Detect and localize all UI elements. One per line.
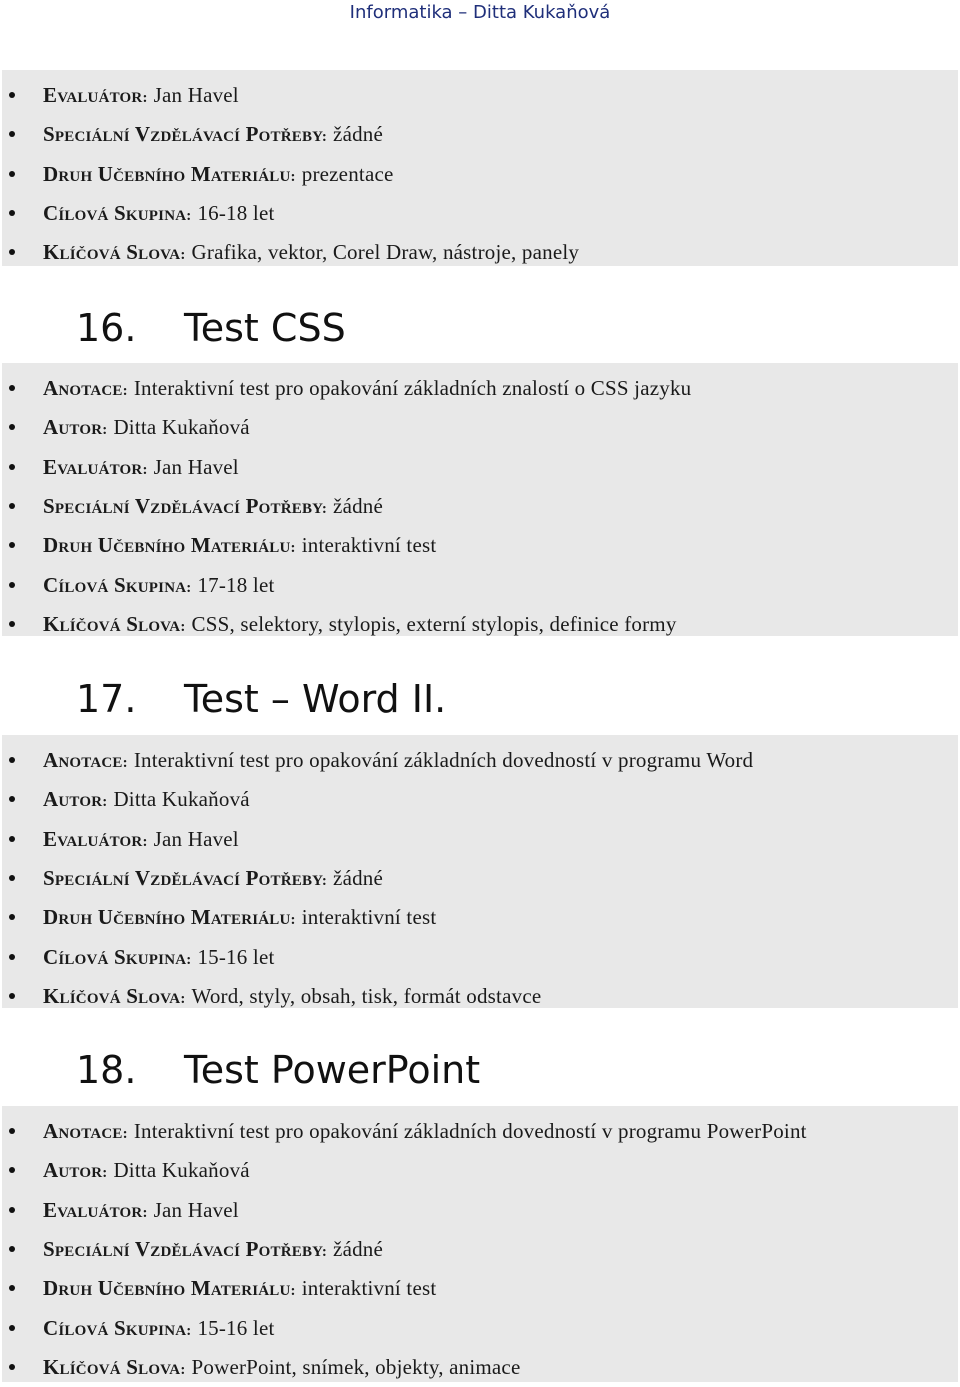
item-label: DRUH UČEBNÍHO MATERIÁLU: prezentace bbox=[43, 161, 394, 186]
item-label: EVALUÁTOR: Jan Havel bbox=[43, 1197, 239, 1222]
list-item bbox=[2, 820, 958, 859]
list-item bbox=[2, 898, 958, 937]
item-value: Ditta Kukaňová bbox=[113, 415, 250, 440]
list-item bbox=[2, 1348, 958, 1387]
section-3-heading-number: 18. bbox=[76, 1048, 137, 1092]
item-value: žádné bbox=[333, 865, 384, 890]
item-value: žádné bbox=[333, 122, 384, 147]
list-item bbox=[2, 526, 958, 565]
item-label: EVALUÁTOR: Jan Havel bbox=[43, 83, 239, 107]
bullet-icon bbox=[9, 796, 15, 802]
item-value: CSS, selektory, stylopis, externí stylopis, definice formy bbox=[191, 611, 677, 636]
list-item bbox=[2, 1151, 958, 1190]
bullet-icon bbox=[9, 1167, 15, 1173]
item-value: PowerPoint, snímek, objekty, animace bbox=[191, 1354, 521, 1379]
page-header-title: Informatika – Ditta Kukaňová bbox=[349, 2, 611, 23]
bullet-icon bbox=[9, 92, 15, 98]
page-header bbox=[0, 0, 960, 30]
item-label: KLÍČOVÁ SLOVA: Word, styly, obsah, tisk, formát odstavce bbox=[43, 983, 542, 1008]
section-2-heading-title: Test – Word II. bbox=[184, 677, 447, 721]
bullet-icon bbox=[9, 249, 15, 255]
item-label: CÍLOVÁ SKUPINA: 15-16 let bbox=[43, 944, 275, 969]
list-item bbox=[2, 566, 958, 605]
bullet-icon bbox=[9, 503, 15, 509]
list-item bbox=[2, 1191, 958, 1230]
list-item bbox=[2, 1112, 958, 1151]
item-label: EVALUÁTOR: Jan Havel bbox=[43, 826, 239, 851]
item-value: Jan Havel bbox=[153, 1197, 239, 1222]
bullet-icon bbox=[9, 424, 15, 430]
list-item bbox=[2, 76, 958, 115]
list-item bbox=[2, 1269, 958, 1308]
item-value: 16-18 let bbox=[197, 200, 275, 225]
item-value: 15-16 let bbox=[197, 944, 275, 969]
list-item bbox=[2, 115, 958, 154]
section-0-details bbox=[2, 70, 958, 266]
item-value: Ditta Kukaňová bbox=[113, 1158, 250, 1183]
item-label: DRUH UČEBNÍHO MATERIÁLU: interaktivní test bbox=[43, 533, 437, 558]
bullet-icon bbox=[9, 757, 15, 763]
item-label: EVALUÁTOR: Jan Havel bbox=[43, 454, 239, 479]
list-item bbox=[2, 741, 958, 780]
item-label: ANOTACE: Interaktivní test pro opakování základních dovedností v programu PowerPoint bbox=[43, 1119, 807, 1143]
item-label: CÍLOVÁ SKUPINA: 16-18 let bbox=[43, 200, 275, 225]
item-label: SPECIÁLNÍ VZDĚLÁVACÍ POTŘEBY: žádné bbox=[43, 1236, 384, 1261]
item-value: Interaktivní test pro opakování základních dovedností v programu Word bbox=[133, 748, 754, 772]
item-label: SPECIÁLNÍ VZDĚLÁVACÍ POTŘEBY: žádné bbox=[43, 493, 384, 518]
item-value: interaktivní test bbox=[301, 533, 437, 558]
bullet-icon bbox=[9, 131, 15, 137]
item-label: KLÍČOVÁ SLOVA: CSS, selektory, stylopis, externí stylopis, definice formy bbox=[43, 611, 677, 636]
section-2-heading-number: 17. bbox=[76, 677, 137, 721]
bullet-icon bbox=[9, 210, 15, 216]
list-item bbox=[2, 605, 958, 644]
list-item bbox=[2, 938, 958, 977]
section-1-details bbox=[2, 363, 958, 636]
item-value: Jan Havel bbox=[153, 83, 239, 107]
bullet-icon bbox=[9, 993, 15, 999]
item-label: CÍLOVÁ SKUPINA: 17-18 let bbox=[43, 572, 275, 597]
section-1-heading bbox=[76, 305, 346, 351]
item-value: Ditta Kukaňová bbox=[113, 787, 250, 812]
item-label: DRUH UČEBNÍHO MATERIÁLU: interaktivní test bbox=[43, 905, 437, 930]
bullet-icon bbox=[9, 914, 15, 920]
section-2-heading bbox=[76, 676, 446, 722]
item-value: žádné bbox=[333, 1236, 384, 1261]
list-item bbox=[2, 977, 958, 1016]
section-3-details bbox=[2, 1106, 958, 1382]
list-item bbox=[2, 194, 958, 233]
section-1-heading-title: Test CSS bbox=[184, 306, 346, 350]
item-value: 15-16 let bbox=[197, 1315, 275, 1340]
bullet-icon bbox=[9, 542, 15, 548]
bullet-icon bbox=[9, 171, 15, 177]
item-label: SPECIÁLNÍ VZDĚLÁVACÍ POTŘEBY: žádné bbox=[43, 865, 384, 890]
item-label: AUTOR: Ditta Kukaňová bbox=[43, 415, 250, 440]
bullet-icon bbox=[9, 385, 15, 391]
list-item bbox=[2, 408, 958, 447]
item-value: interaktivní test bbox=[301, 1276, 437, 1301]
section-3-heading-title: Test PowerPoint bbox=[184, 1048, 481, 1092]
bullet-icon bbox=[9, 954, 15, 960]
item-label: ANOTACE: Interaktivní test pro opakování základních dovedností v programu Word bbox=[43, 748, 754, 772]
item-label: KLÍČOVÁ SLOVA: Grafika, vektor, Corel Draw, nástroje, panely bbox=[43, 240, 580, 265]
section-3-heading bbox=[76, 1047, 480, 1093]
bullet-icon bbox=[9, 836, 15, 842]
item-label: DRUH UČEBNÍHO MATERIÁLU: interaktivní test bbox=[43, 1276, 437, 1301]
item-value: 17-18 let bbox=[197, 572, 275, 597]
item-label: AUTOR: Ditta Kukaňová bbox=[43, 1158, 250, 1183]
bullet-icon bbox=[9, 875, 15, 881]
item-label: CÍLOVÁ SKUPINA: 15-16 let bbox=[43, 1315, 275, 1340]
list-item bbox=[2, 1309, 958, 1348]
list-item bbox=[2, 1230, 958, 1269]
item-value: žádné bbox=[333, 493, 384, 518]
item-label: ANOTACE: Interaktivní test pro opakování základních znalostí o CSS jazyku bbox=[43, 376, 692, 400]
list-item bbox=[2, 233, 958, 272]
item-value: Interaktivní test pro opakování základních dovedností v programu PowerPoint bbox=[133, 1119, 807, 1143]
list-item bbox=[2, 155, 958, 194]
bullet-icon bbox=[9, 621, 15, 627]
bullet-icon bbox=[9, 1128, 15, 1134]
item-value: Grafika, vektor, Corel Draw, nástroje, panely bbox=[191, 240, 580, 265]
bullet-icon bbox=[9, 1325, 15, 1331]
item-value: Interaktivní test pro opakování základních znalostí o CSS jazyku bbox=[133, 376, 692, 400]
list-item bbox=[2, 780, 958, 819]
item-label: AUTOR: Ditta Kukaňová bbox=[43, 787, 250, 812]
bullet-icon bbox=[9, 464, 15, 470]
item-value: Jan Havel bbox=[153, 454, 239, 479]
item-value: Jan Havel bbox=[153, 826, 239, 851]
item-value: interaktivní test bbox=[301, 905, 437, 930]
bullet-icon bbox=[9, 1364, 15, 1370]
bullet-icon bbox=[9, 1246, 15, 1252]
item-label: SPECIÁLNÍ VZDĚLÁVACÍ POTŘEBY: žádné bbox=[43, 122, 384, 147]
bullet-icon bbox=[9, 582, 15, 588]
list-item bbox=[2, 487, 958, 526]
section-1-heading-number: 16. bbox=[76, 306, 137, 350]
list-item bbox=[2, 859, 958, 898]
bullet-icon bbox=[9, 1207, 15, 1213]
item-value: prezentace bbox=[301, 161, 394, 186]
list-item bbox=[2, 448, 958, 487]
section-2-details bbox=[2, 735, 958, 1008]
item-label: KLÍČOVÁ SLOVA: PowerPoint, snímek, objekty, animace bbox=[43, 1354, 521, 1379]
list-item bbox=[2, 369, 958, 408]
item-value: Word, styly, obsah, tisk, formát odstavce bbox=[191, 983, 542, 1008]
bullet-icon bbox=[9, 1285, 15, 1291]
